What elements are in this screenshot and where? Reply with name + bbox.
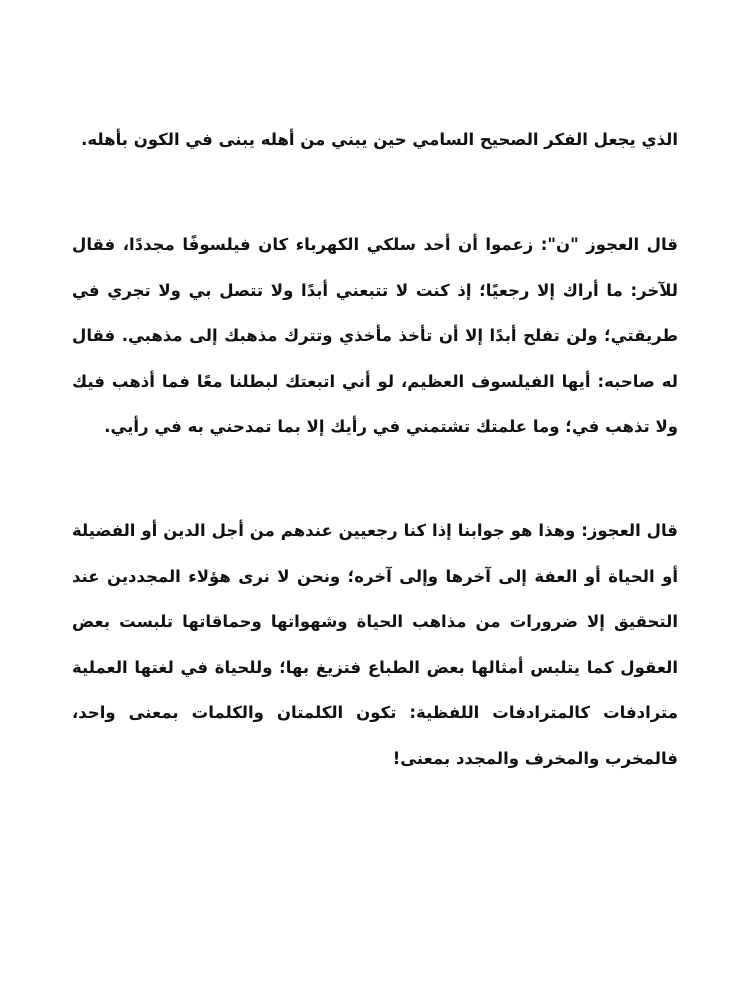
paragraph: قال العجوز "ن": زعموا أن أحد سلكي الكهرباء كان فيلسوفًا مجددًا، فقال للآخر: ما أراك إلا رجعيًا؛ إذ كنت لا تتبعني أبدًا ولا تتصل بي ولا تجري في طريقتي؛ ولن تفلح أبدًا إلا أن تأخذ مأخذي وتترك مذهبك إلى مذهبي. فقال له صاحبه: أيها الفيلسوف العظيم، لو أني اتبعتك لبطلنا معًا فما أذهب فيك ولا تذهب في؛ وما علمتك تشتمني في رأيك إلا بما تمدحني به في رأيي. [72, 235, 678, 436]
paragraph: الذي يجعل الفكر الصحيح السامي حين يبني من أهله يبنى في الكون بأهله. [81, 130, 678, 149]
paragraph: قال العجوز: وهذا هو جوابنا إذا كنا رجعيين عندهم من أجل الدين أو الفضيلة أو الحياة أو العفة إلى آخرها وإلى آخره؛ ونحن لا نرى هؤلاء المجددين عند التحقيق إلا ضرورات من مذاهب الحياة وشهواتها وحماقاتها تلبست بعض العقول كما يتلبس أمثالها بعض الطباع فتزيغ بها؛ وللحياة في لغتها العملية مترادفات كالمترادفات اللفظية: تكون الكلمتان والكلمات بمعنى واحد، فالمخرب والمخرف والمجدد بمعنى! [72, 521, 678, 768]
